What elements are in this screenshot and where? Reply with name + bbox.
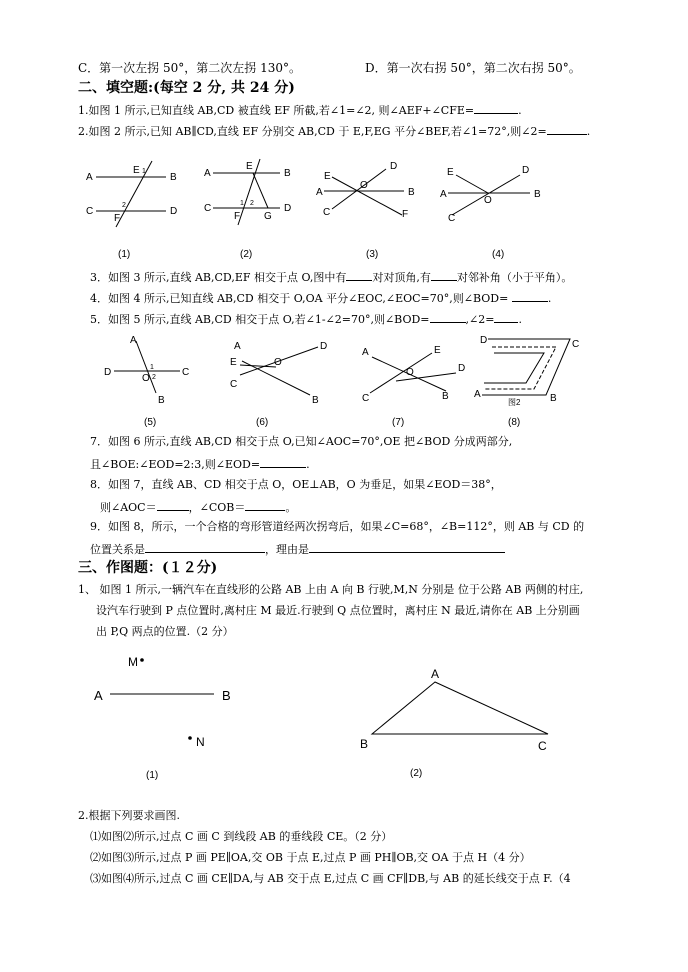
caption-draw-2: (2) bbox=[410, 768, 423, 779]
svg-text:D: D bbox=[170, 206, 178, 217]
svg-text:2: 2 bbox=[122, 202, 126, 209]
draw-question-1-line-2: 设汽车行驶到 P 点位置时,离村庄 M 最近.行驶到 Q 点位置时，离村庄 N 最近,请你在 AB 上分别画 bbox=[96, 604, 580, 617]
question-9-text-c: ，理由是 bbox=[265, 543, 309, 556]
answer-blank bbox=[430, 310, 466, 323]
svg-text:B: B bbox=[222, 688, 231, 703]
question-5-text: 5．如图 5 所示,直线 AB,CD 相交于点 O,若∠1-∠2=70°,则∠BOD= bbox=[90, 313, 430, 326]
figure-8 bbox=[474, 335, 579, 407]
svg-text:D: D bbox=[104, 367, 112, 378]
svg-text:A: A bbox=[362, 347, 369, 358]
question-8-cont bbox=[100, 498, 296, 516]
svg-text:C: C bbox=[448, 213, 456, 224]
answer-blank bbox=[157, 498, 189, 511]
caption-fig-4: (4) bbox=[492, 249, 505, 260]
question-3-text-c: 对邻补角（小于平角）。 bbox=[456, 271, 573, 284]
caption-fig-5: (5) bbox=[144, 417, 157, 428]
svg-text:E: E bbox=[447, 167, 454, 178]
svg-text:C: C bbox=[182, 367, 190, 378]
svg-text:E: E bbox=[133, 165, 140, 176]
figures-row-1 bbox=[80, 155, 640, 265]
svg-text:O: O bbox=[142, 373, 150, 384]
svg-text:1: 1 bbox=[240, 200, 244, 207]
svg-text:C: C bbox=[572, 339, 580, 350]
svg-text:C: C bbox=[538, 739, 547, 753]
question-9-cont bbox=[90, 540, 505, 558]
question-7-text-b: 且∠BOE:∠EOD=2:3,则∠EOD= bbox=[90, 458, 261, 471]
option-c: C．第一次左拐 50°，第二次左拐 130°。 bbox=[78, 61, 301, 75]
svg-text:D: D bbox=[284, 203, 292, 214]
draw-question-1-line-3: 出 P,Q 两点的位置.（2 分） bbox=[96, 625, 234, 638]
svg-text:D: D bbox=[390, 161, 398, 172]
question-8-text-d: 。 bbox=[285, 501, 297, 514]
figure-5 bbox=[104, 335, 189, 406]
figure-triangle bbox=[360, 667, 548, 753]
figures-row-3 bbox=[90, 650, 570, 790]
svg-text:D: D bbox=[320, 341, 328, 352]
svg-text:O: O bbox=[274, 357, 282, 368]
svg-text:M: M bbox=[128, 655, 138, 669]
svg-text:N: N bbox=[196, 735, 205, 749]
caption-fig-1: (1) bbox=[118, 249, 131, 260]
svg-text:B: B bbox=[312, 395, 319, 406]
answer-blank bbox=[145, 540, 265, 553]
svg-text:O: O bbox=[406, 367, 414, 378]
question-8-text-b: 则∠AOC＝ bbox=[100, 501, 157, 514]
svg-text:C: C bbox=[323, 207, 331, 218]
answer-blank bbox=[512, 289, 548, 302]
svg-text:2: 2 bbox=[152, 374, 156, 381]
svg-text:F: F bbox=[402, 209, 409, 220]
caption-draw-1: (1) bbox=[146, 770, 159, 781]
svg-text:E: E bbox=[324, 171, 331, 182]
svg-text:A: A bbox=[440, 189, 447, 200]
question-3-text: 3．如图 3 所示,直线 AB,CD,EF 相交于点 O,图中有 bbox=[90, 271, 347, 284]
question-3 bbox=[90, 268, 572, 286]
svg-text:B: B bbox=[158, 395, 165, 406]
caption-fig-3: (3) bbox=[366, 249, 379, 260]
question-9-text-b: 位置关系是 bbox=[90, 543, 145, 556]
svg-text:B: B bbox=[170, 172, 177, 183]
svg-text:A: A bbox=[316, 187, 323, 198]
figure-2 bbox=[204, 159, 291, 225]
draw-question-2: 2.根据下列要求画图. bbox=[78, 809, 180, 822]
section-3-title: 三、作图题：(１２分) bbox=[78, 560, 218, 576]
svg-text:A: A bbox=[204, 168, 211, 179]
caption-fig-6: (6) bbox=[256, 417, 269, 428]
figure-1 bbox=[86, 161, 177, 227]
question-8-text-c: ，∠COB＝ bbox=[188, 501, 246, 514]
svg-text:B: B bbox=[284, 168, 291, 179]
svg-text:C: C bbox=[204, 203, 212, 214]
svg-text:B: B bbox=[442, 391, 449, 402]
caption-fig-7: (7) bbox=[392, 417, 405, 428]
question-8: 8．如图 7，直线 AB、CD 相交于点 O，OE⊥AB，O 为垂足，如果∠EOD＝38°， bbox=[90, 478, 502, 491]
fig8-label: 图2 bbox=[508, 398, 521, 407]
svg-text:B: B bbox=[550, 393, 557, 404]
answer-blank bbox=[245, 498, 285, 511]
answer-blank bbox=[474, 101, 518, 114]
figures-row-2 bbox=[100, 333, 600, 433]
question-4-text: 4．如图 4 所示,已知直线 AB,CD 相交于 O,OA 平分∠EOC,∠EOC=70°,则∠BOD= bbox=[90, 292, 509, 305]
figure-3 bbox=[316, 161, 415, 220]
question-4: 4．如图 4 所示,已知直线 AB,CD 相交于 O,OA 平分∠EOC,∠EOC=70°,则∠BOD= . bbox=[90, 289, 551, 307]
draw-question-2-3: ⑶如图⑷所示,过点 C 画 CE∥DA,与 AB 交于点 E,过点 C 画 CF∥DB,与 AB 的延长线交于点 F.（4 bbox=[90, 872, 571, 885]
svg-text:B: B bbox=[534, 189, 541, 200]
question-7: 7．如图 6 所示,直线 AB,CD 相交于点 O,已知∠AOC=70°,OE 把∠BOD 分成两部分, bbox=[90, 435, 513, 448]
answer-blank bbox=[431, 268, 457, 281]
figure-6 bbox=[230, 341, 327, 406]
figure-road bbox=[94, 655, 231, 749]
svg-text:A: A bbox=[86, 172, 93, 183]
question-2-text: 2.如图 2 所示,已知 AB∥CD,直线 EF 分别交 AB,CD 于 E,F,EG 平分∠BEF,若∠1=72°,则∠2= bbox=[78, 125, 547, 138]
svg-text:D: D bbox=[458, 363, 466, 374]
svg-text:2: 2 bbox=[250, 200, 254, 207]
svg-text:C: C bbox=[362, 393, 370, 404]
svg-text:A: A bbox=[94, 688, 103, 703]
caption-fig-8: (8) bbox=[508, 417, 521, 428]
svg-text:E: E bbox=[246, 161, 253, 172]
svg-text:A: A bbox=[130, 335, 137, 346]
svg-text:B: B bbox=[360, 737, 369, 751]
svg-text:D: D bbox=[522, 165, 530, 176]
svg-text:B: B bbox=[408, 187, 415, 198]
svg-text:C: C bbox=[86, 206, 94, 217]
svg-text:D: D bbox=[480, 335, 488, 346]
svg-text:C: C bbox=[230, 379, 238, 390]
option-d: D．第一次右拐 50°，第二次右拐 50°。 bbox=[365, 61, 581, 75]
question-1-text: 1.如图 1 所示,已知直线 AB,CD 被直线 EF 所截,若∠1=∠2, 则∠AEF+∠CFE= bbox=[78, 104, 475, 117]
svg-text:1: 1 bbox=[150, 364, 154, 371]
question-5-text-b: ,∠2= bbox=[465, 313, 495, 326]
svg-text:E: E bbox=[230, 357, 237, 368]
svg-text:E: E bbox=[434, 345, 441, 356]
caption-fig-2: (2) bbox=[240, 249, 253, 260]
draw-question-1: 1、 如图 1 所示,一辆汽车在直线形的公路 AB 上由 A 向 B 行驶,M,N 分别是 位于公路 AB 两侧的村庄, bbox=[78, 583, 584, 596]
question-1: 1.如图 1 所示,已知直线 AB,CD 被直线 EF 所截,若∠1=∠2, 则∠AEF+∠CFE= . bbox=[78, 101, 522, 119]
question-7-cont: 且∠BOE:∠EOD=2:3,则∠EOD= . bbox=[90, 455, 310, 473]
question-5: 5．如图 5 所示,直线 AB,CD 相交于点 O,若∠1-∠2=70°,则∠BOD= ,∠2= . bbox=[90, 310, 522, 328]
draw-question-2-2: ⑵如图⑶所示,过点 P 画 PE∥OA,交 OB 于点 E,过点 P 画 PH∥OB,交 OA 于点 H（4 分） bbox=[90, 851, 531, 864]
section-2-title: 二、填空题:(每空 2 分, 共 24 分) bbox=[78, 80, 295, 96]
answer-blank bbox=[346, 268, 372, 281]
svg-text:O: O bbox=[360, 180, 368, 191]
svg-text:F: F bbox=[114, 213, 121, 224]
figure-7 bbox=[362, 345, 465, 404]
draw-question-2-1: ⑴如图⑵所示,过点 C 画 C 到线段 AB 的垂线段 CE。（2 分） bbox=[90, 830, 393, 843]
answer-blank bbox=[547, 122, 587, 135]
svg-text:G: G bbox=[264, 211, 272, 222]
answer-blank bbox=[260, 455, 306, 468]
svg-text:A: A bbox=[234, 341, 241, 352]
svg-text:A: A bbox=[431, 667, 440, 681]
svg-text:F: F bbox=[234, 211, 241, 222]
svg-text:A: A bbox=[474, 389, 481, 400]
question-9: 9．如图 8，所示，一个合格的弯形管道经两次拐弯后，如果∠C=68°，∠B=112°，则 AB 与 CD 的 bbox=[90, 520, 585, 533]
answer-blank bbox=[494, 310, 518, 323]
figure-4 bbox=[440, 165, 541, 224]
question-3-text-b: 对对顶角,有 bbox=[372, 271, 431, 284]
answer-blank bbox=[309, 540, 505, 553]
svg-text:O: O bbox=[484, 195, 492, 206]
svg-text:1: 1 bbox=[142, 168, 146, 175]
question-2: 2.如图 2 所示,已知 AB∥CD,直线 EF 分别交 AB,CD 于 E,F,EG 平分∠BEF,若∠1=72°,则∠2= . bbox=[78, 122, 590, 140]
